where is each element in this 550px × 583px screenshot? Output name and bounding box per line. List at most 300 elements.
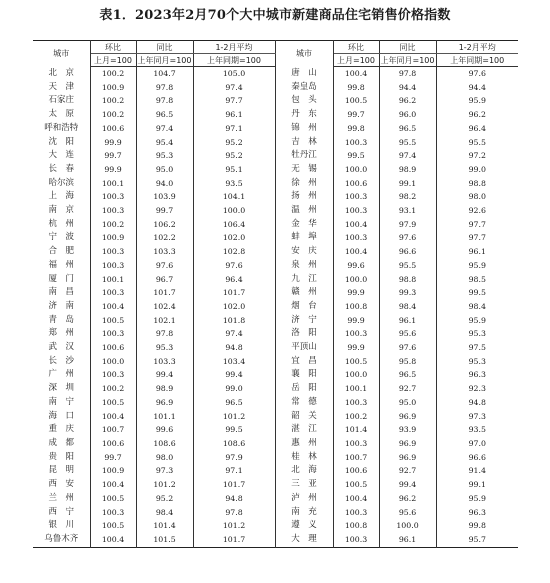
table-row (33, 396, 518, 410)
right-mom-cell: 100.3 (333, 204, 379, 218)
right-avg-cell: 95.9 (468, 260, 486, 270)
right-yoy-cell: 97.9 (379, 218, 436, 232)
left-city-cell: 乌鲁木齐 (33, 533, 90, 547)
left-mom-cell: 100.3 (90, 286, 136, 300)
left-mom-cell: 100.1 (90, 273, 136, 287)
left-mom-cell: 100.1 (90, 177, 136, 191)
right-avg-cell: 96.3 (468, 507, 486, 517)
right-avg-cell: 99.1 (468, 480, 486, 490)
left-avg-cell: 99.4 (193, 368, 275, 382)
right-city-cell: 北 海 (275, 464, 333, 478)
right-yoy-cell: 98.8 (379, 273, 436, 287)
subheader-avg-left: 上年同期=100 (193, 54, 275, 67)
left-mom-cell: 99.9 (90, 163, 136, 177)
left-avg-cell: 101.7 (193, 533, 275, 547)
left-avg-cell: 106.4 (193, 218, 275, 232)
right-mom-cell: 100.3 (333, 396, 379, 410)
right-city-cell: 徐 州 (275, 177, 333, 191)
left-yoy-cell: 102.4 (136, 300, 193, 314)
left-mom-cell: 100.2 (90, 108, 136, 122)
table-row (33, 341, 518, 355)
left-mom-cell: 100.6 (90, 122, 136, 136)
right-mom-cell: 100.5 (333, 94, 379, 108)
left-city-cell: 昆 明 (33, 464, 90, 478)
table-row (33, 231, 518, 245)
table-row (33, 327, 518, 341)
table-row (33, 259, 518, 273)
right-mom-cell: 100.0 (333, 273, 379, 287)
left-mom-cell: 100.5 (90, 396, 136, 410)
left-yoy-cell: 95.4 (136, 136, 193, 150)
left-yoy-cell: 95.3 (136, 149, 193, 163)
subheader-yoy-right: 上年同月=100 (380, 55, 435, 65)
right-yoy-cell: 95.6 (379, 327, 436, 341)
right-yoy-cell: 96.0 (379, 108, 436, 122)
right-city-cell: 九 江 (275, 273, 333, 287)
left-city-cell: 重 庆 (33, 423, 90, 437)
right-city-cell: 安 庆 (275, 245, 333, 259)
right-avg-cell: 95.3 (468, 356, 486, 366)
right-mom-cell: 100.5 (333, 355, 379, 369)
right-mom-cell: 100.4 (333, 67, 379, 81)
table-row (33, 506, 518, 520)
left-city-cell: 青 岛 (33, 314, 90, 328)
left-mom-cell: 100.2 (90, 67, 136, 81)
right-yoy-cell: 99.3 (379, 286, 436, 300)
left-city-cell: 武 汉 (33, 341, 90, 355)
right-city-cell: 襄 阳 (275, 368, 333, 382)
right-mom-cell: 100.3 (333, 136, 379, 150)
right-city-cell: 赣 州 (275, 286, 333, 300)
left-yoy-cell: 101.4 (136, 519, 193, 533)
right-avg-cell: 97.2 (468, 151, 486, 161)
table-row (33, 533, 518, 547)
right-avg-cell: 95.5 (468, 137, 486, 147)
right-avg-cell: 98.0 (468, 192, 486, 202)
right-yoy-cell: 96.6 (379, 245, 436, 259)
right-mom-cell: 99.8 (333, 122, 379, 136)
left-mom-cell: 99.7 (90, 149, 136, 163)
left-avg-cell: 105.0 (193, 67, 275, 81)
right-city-cell: 常 德 (275, 396, 333, 410)
table-row (33, 314, 518, 328)
right-yoy-cell: 95.5 (379, 259, 436, 273)
right-yoy-cell: 96.1 (379, 314, 436, 328)
left-yoy-cell: 97.3 (136, 464, 193, 478)
left-mom-cell: 100.7 (90, 423, 136, 437)
right-mom-cell: 100.3 (333, 506, 379, 520)
right-city-cell: 扬 州 (275, 190, 333, 204)
right-yoy-cell: 98.9 (379, 163, 436, 177)
left-yoy-cell: 97.8 (136, 327, 193, 341)
right-mom-cell: 99.9 (333, 314, 379, 328)
table-row (33, 410, 518, 424)
left-avg-cell: 96.5 (193, 396, 275, 410)
right-avg-cell: 97.7 (468, 219, 486, 229)
left-yoy-cell: 101.7 (136, 286, 193, 300)
right-avg-cell: 91.4 (468, 466, 486, 476)
right-city-cell: 丹 东 (275, 108, 333, 122)
left-city-cell: 郑 州 (33, 327, 90, 341)
left-mom-cell: 100.4 (90, 478, 136, 492)
left-yoy-cell: 97.6 (136, 259, 193, 273)
right-yoy-cell: 98.4 (379, 300, 436, 314)
right-avg-cell: 99.8 (468, 521, 486, 531)
header-row-1 (33, 41, 518, 54)
table-row (33, 245, 518, 259)
left-yoy-cell: 96.5 (136, 108, 193, 122)
right-avg-cell: 95.9 (468, 315, 486, 325)
left-yoy-cell: 95.0 (136, 163, 193, 177)
left-city-cell: 北 京 (33, 67, 90, 81)
left-city-cell: 大 连 (33, 149, 90, 163)
left-mom-cell: 100.5 (90, 314, 136, 328)
right-city-cell: 湛 江 (275, 423, 333, 437)
right-yoy-cell: 93.1 (379, 204, 436, 218)
right-yoy-cell: 96.9 (379, 451, 436, 465)
right-avg-cell: 97.5 (468, 343, 486, 353)
right-yoy-cell: 94.4 (379, 81, 436, 95)
left-avg-cell: 96.4 (193, 273, 275, 287)
table-row (33, 355, 518, 369)
table-row (33, 163, 518, 177)
right-mom-cell: 101.4 (333, 423, 379, 437)
right-avg-cell: 97.7 (468, 233, 486, 243)
left-avg-cell: 93.5 (193, 177, 275, 191)
left-avg-cell: 99.0 (193, 382, 275, 396)
right-avg-cell: 93.5 (468, 425, 486, 435)
left-city-cell: 石家庄 (33, 94, 90, 108)
left-yoy-cell: 99.7 (136, 204, 193, 218)
left-city-cell: 海 口 (33, 410, 90, 424)
left-city-cell: 沈 阳 (33, 136, 90, 150)
right-mom-cell: 99.8 (333, 81, 379, 95)
header-yoy-left: 同比 (136, 41, 193, 54)
left-mom-cell: 100.0 (90, 355, 136, 369)
right-yoy-cell: 96.5 (379, 122, 436, 136)
left-avg-cell: 97.9 (193, 451, 275, 465)
right-avg-cell: 97.0 (468, 438, 486, 448)
right-avg-cell: 97.3 (468, 411, 486, 421)
left-mom-cell: 100.9 (90, 231, 136, 245)
left-city-cell: 济 南 (33, 300, 90, 314)
left-avg-cell: 94.8 (193, 341, 275, 355)
right-city-cell: 蚌 埠 (275, 231, 333, 245)
left-yoy-cell: 102.1 (136, 314, 193, 328)
left-yoy-cell: 101.2 (136, 478, 193, 492)
header-mom-right: 环比 (333, 41, 379, 54)
right-yoy-cell: 97.8 (379, 67, 436, 81)
left-avg-cell: 102.0 (193, 300, 275, 314)
left-avg-cell: 97.8 (193, 506, 275, 520)
right-mom-cell: 100.7 (333, 451, 379, 465)
table-title: 表1．2023年2月70个大中城市新建商品住宅销售价格指数 (99, 8, 451, 23)
right-yoy-cell: 95.0 (379, 396, 436, 410)
subheader-yoy-left: 上年同月=100 (137, 55, 192, 65)
subheader-avg-right: 上年同期=100 (436, 54, 518, 67)
right-yoy-cell: 96.1 (379, 533, 436, 547)
right-avg-cell: 98.5 (468, 274, 486, 284)
left-avg-cell: 108.6 (193, 437, 275, 451)
right-avg-cell: 94.4 (468, 82, 486, 92)
right-yoy-cell: 92.7 (379, 382, 436, 396)
table-row (33, 94, 518, 108)
table-row (33, 423, 518, 437)
left-mom-cell: 100.6 (90, 341, 136, 355)
left-avg-cell: 101.7 (193, 286, 275, 300)
right-yoy-cell: 98.2 (379, 190, 436, 204)
right-yoy-cell: 100.0 (379, 519, 436, 533)
right-yoy-cell: 97.4 (379, 149, 436, 163)
right-mom-cell: 100.0 (333, 163, 379, 177)
left-avg-cell: 97.4 (193, 327, 275, 341)
left-yoy-cell: 102.2 (136, 231, 193, 245)
right-city-cell: 济 宁 (275, 314, 333, 328)
left-avg-cell: 97.4 (193, 81, 275, 95)
left-avg-cell: 102.0 (193, 231, 275, 245)
left-avg-cell: 96.1 (193, 108, 275, 122)
table-row (33, 451, 518, 465)
left-avg-cell: 104.1 (193, 190, 275, 204)
left-avg-cell: 101.2 (193, 519, 275, 533)
left-city-cell: 合 肥 (33, 245, 90, 259)
table-row (33, 478, 518, 492)
header-city-right: 城市 (275, 41, 333, 67)
right-avg-cell: 95.9 (468, 493, 486, 503)
left-yoy-cell: 98.0 (136, 451, 193, 465)
right-avg-cell: 96.1 (468, 247, 486, 257)
left-yoy-cell: 99.4 (136, 368, 193, 382)
right-city-cell: 包 头 (275, 94, 333, 108)
right-avg-cell: 95.3 (468, 329, 486, 339)
left-yoy-cell: 96.9 (136, 396, 193, 410)
left-yoy-cell: 95.3 (136, 341, 193, 355)
table-row (33, 81, 518, 95)
table-row (33, 136, 518, 150)
right-avg-cell: 92.6 (468, 206, 486, 216)
left-city-cell: 南 京 (33, 204, 90, 218)
left-city-cell: 长 沙 (33, 355, 90, 369)
right-mom-cell: 100.3 (333, 327, 379, 341)
left-yoy-cell: 108.6 (136, 437, 193, 451)
right-avg-cell: 94.8 (468, 397, 486, 407)
right-city-cell: 南 充 (275, 506, 333, 520)
right-yoy-cell: 93.9 (379, 423, 436, 437)
left-yoy-cell: 106.2 (136, 218, 193, 232)
table-row (33, 122, 518, 136)
left-city-cell: 天 津 (33, 81, 90, 95)
left-yoy-cell: 97.8 (136, 81, 193, 95)
table-row (33, 190, 518, 204)
right-city-cell: 遵 义 (275, 519, 333, 533)
right-city-cell: 洛 阳 (275, 327, 333, 341)
right-city-cell: 宜 昌 (275, 355, 333, 369)
left-mom-cell: 100.4 (90, 300, 136, 314)
right-avg-cell: 98.8 (468, 178, 486, 188)
table-row (33, 300, 518, 314)
left-city-cell: 深 圳 (33, 382, 90, 396)
left-yoy-cell: 98.9 (136, 382, 193, 396)
left-city-cell: 广 州 (33, 368, 90, 382)
table-row (33, 218, 518, 232)
left-yoy-cell: 97.8 (136, 94, 193, 108)
right-mom-cell: 99.7 (333, 108, 379, 122)
right-city-cell: 大 理 (275, 533, 333, 547)
left-yoy-cell: 96.7 (136, 273, 193, 287)
left-yoy-cell: 103.9 (136, 190, 193, 204)
table-row (33, 204, 518, 218)
left-city-cell: 厦 门 (33, 273, 90, 287)
left-city-cell: 兰 州 (33, 492, 90, 506)
subheader-mom-left: 上月=100 (90, 54, 136, 67)
left-yoy-cell: 99.6 (136, 423, 193, 437)
left-avg-cell: 102.8 (193, 245, 275, 259)
left-avg-cell: 103.4 (193, 355, 275, 369)
table-body (33, 67, 518, 548)
header-mom-left: 环比 (90, 41, 136, 54)
table-row (33, 492, 518, 506)
left-yoy-cell: 97.4 (136, 122, 193, 136)
table-row (33, 67, 518, 81)
left-mom-cell: 100.3 (90, 259, 136, 273)
left-city-cell: 贵 阳 (33, 451, 90, 465)
right-mom-cell: 100.3 (333, 533, 379, 547)
right-mom-cell: 100.3 (333, 437, 379, 451)
left-mom-cell: 100.4 (90, 533, 136, 547)
right-mom-cell: 100.3 (333, 231, 379, 245)
right-avg-cell: 95.7 (468, 534, 486, 544)
left-mom-cell: 100.3 (90, 368, 136, 382)
right-avg-cell: 99.5 (468, 288, 486, 298)
left-avg-cell: 99.5 (193, 423, 275, 437)
left-city-cell: 上 海 (33, 190, 90, 204)
left-city-cell: 太 原 (33, 108, 90, 122)
left-yoy-cell: 103.3 (136, 355, 193, 369)
left-mom-cell: 100.3 (90, 204, 136, 218)
left-avg-cell: 100.0 (193, 204, 275, 218)
right-city-cell: 唐 山 (275, 67, 333, 81)
right-mom-cell: 100.6 (333, 177, 379, 191)
right-yoy-cell: 96.9 (379, 437, 436, 451)
right-avg-cell: 96.4 (468, 123, 486, 133)
right-mom-cell: 99.6 (333, 259, 379, 273)
left-avg-cell: 101.8 (193, 314, 275, 328)
right-city-cell: 烟 台 (275, 300, 333, 314)
table-row (33, 464, 518, 478)
left-mom-cell: 100.5 (90, 492, 136, 506)
right-city-cell: 韶 关 (275, 410, 333, 424)
left-avg-cell: 97.1 (193, 122, 275, 136)
header-avg-left: 1-2月平均 (193, 41, 275, 54)
right-mom-cell: 99.9 (333, 341, 379, 355)
right-mom-cell: 100.8 (333, 519, 379, 533)
left-yoy-cell: 103.3 (136, 245, 193, 259)
left-city-cell: 杭 州 (33, 218, 90, 232)
price-index-table (33, 40, 518, 548)
right-city-cell: 温 州 (275, 204, 333, 218)
header-avg-right: 1-2月平均 (436, 41, 518, 54)
left-city-cell: 宁 波 (33, 231, 90, 245)
right-yoy-cell: 96.9 (379, 410, 436, 424)
left-avg-cell: 95.2 (193, 149, 275, 163)
table-row (33, 519, 518, 533)
table-row (33, 437, 518, 451)
table-row (33, 108, 518, 122)
right-city-cell: 秦皇岛 (275, 81, 333, 95)
right-city-cell: 岳 阳 (275, 382, 333, 396)
right-city-cell: 牡丹江 (275, 149, 333, 163)
right-yoy-cell: 96.2 (379, 492, 436, 506)
right-yoy-cell: 96.5 (379, 368, 436, 382)
right-city-cell: 吉 林 (275, 136, 333, 150)
left-avg-cell: 97.1 (193, 464, 275, 478)
right-mom-cell: 100.4 (333, 492, 379, 506)
right-city-cell: 泸 州 (275, 492, 333, 506)
left-yoy-cell: 94.0 (136, 177, 193, 191)
right-avg-cell: 98.4 (468, 301, 486, 311)
right-city-cell: 锦 州 (275, 122, 333, 136)
left-city-cell: 银 川 (33, 519, 90, 533)
right-avg-cell: 97.6 (468, 69, 486, 78)
left-city-cell: 福 州 (33, 259, 90, 273)
left-yoy-cell: 104.7 (136, 67, 193, 81)
table-row (33, 382, 518, 396)
right-avg-cell: 96.3 (468, 370, 486, 380)
left-mom-cell: 100.3 (90, 245, 136, 259)
left-mom-cell: 100.2 (90, 218, 136, 232)
right-mom-cell: 100.2 (333, 410, 379, 424)
right-yoy-cell: 95.8 (379, 355, 436, 369)
left-city-cell: 长 春 (33, 163, 90, 177)
left-avg-cell: 101.2 (193, 410, 275, 424)
header-yoy-right: 同比 (379, 41, 436, 54)
left-city-cell: 南 宁 (33, 396, 90, 410)
right-mom-cell: 99.9 (333, 286, 379, 300)
left-mom-cell: 100.2 (90, 94, 136, 108)
right-avg-cell: 96.2 (468, 110, 486, 120)
header-city-left: 城市 (33, 41, 90, 67)
table-row (33, 149, 518, 163)
right-yoy-cell: 97.6 (379, 341, 436, 355)
left-mom-cell: 100.5 (90, 519, 136, 533)
left-mom-cell: 100.9 (90, 81, 136, 95)
right-city-cell: 金 华 (275, 218, 333, 232)
right-mom-cell: 99.5 (333, 149, 379, 163)
left-mom-cell: 100.6 (90, 437, 136, 451)
left-avg-cell: 97.7 (193, 94, 275, 108)
left-yoy-cell: 101.1 (136, 410, 193, 424)
table-row (33, 368, 518, 382)
right-yoy-cell: 92.7 (379, 464, 436, 478)
left-mom-cell: 100.9 (90, 464, 136, 478)
right-city-cell: 平顶山 (275, 341, 333, 355)
left-yoy-cell: 98.4 (136, 506, 193, 520)
right-city-cell: 泉 州 (275, 259, 333, 273)
left-yoy-cell: 95.2 (136, 492, 193, 506)
left-avg-cell: 101.7 (193, 478, 275, 492)
table-row (33, 177, 518, 191)
right-mom-cell: 100.5 (333, 478, 379, 492)
right-mom-cell: 100.0 (333, 368, 379, 382)
right-yoy-cell: 96.2 (379, 94, 436, 108)
left-mom-cell: 100.3 (90, 327, 136, 341)
left-mom-cell: 100.3 (90, 190, 136, 204)
left-city-cell: 西 宁 (33, 506, 90, 520)
left-city-cell: 呼和浩特 (33, 122, 90, 136)
left-mom-cell: 100.2 (90, 382, 136, 396)
right-mom-cell: 100.4 (333, 218, 379, 232)
right-avg-cell: 99.0 (468, 164, 486, 174)
